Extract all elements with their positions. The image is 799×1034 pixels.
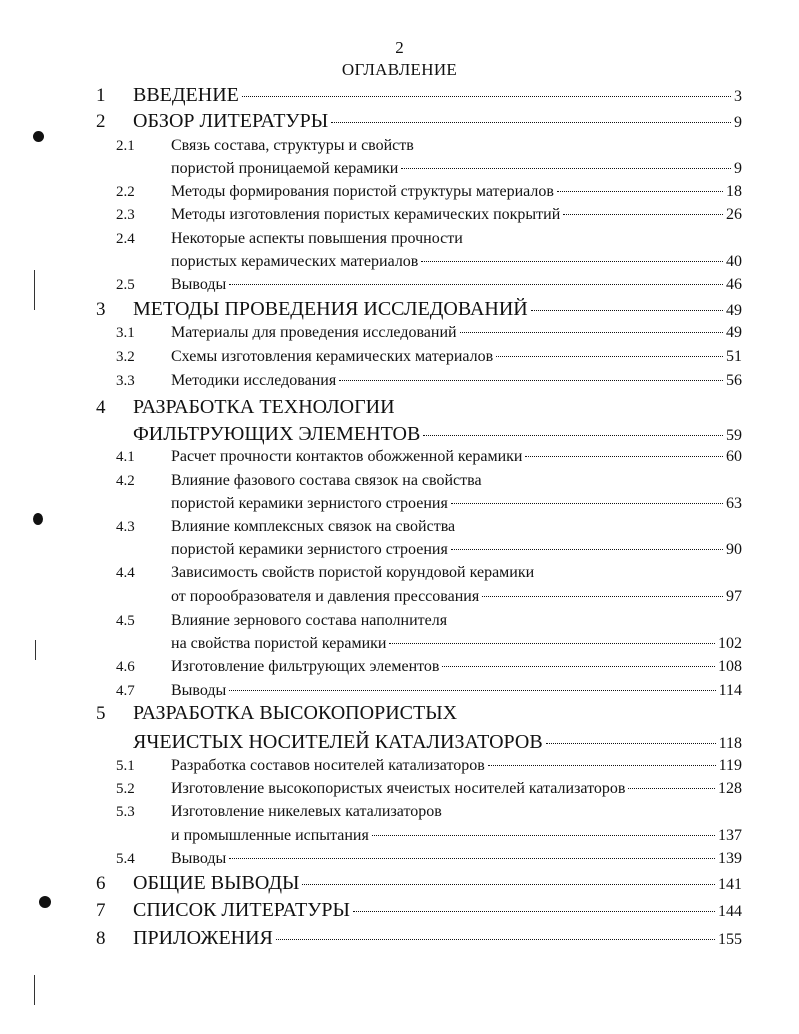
toc-entry: [171, 780, 742, 798]
toc-page-number: 46: [726, 276, 742, 293]
toc-entry-title: пористой керамики зернистого строения: [171, 495, 448, 512]
toc-entry-title: Изготовление фильтрующих элементов: [171, 658, 440, 675]
toc-entry-title: МЕТОДЫ ПРОВЕДЕНИЯ ИССЛЕДОВАНИЙ: [133, 298, 528, 320]
toc-entry: [133, 927, 742, 950]
scan-blot: [39, 896, 51, 908]
dot-leader: [229, 690, 715, 691]
toc-page-number: 9: [734, 114, 742, 131]
dot-leader: [302, 884, 715, 885]
toc-entry: [171, 827, 742, 845]
dot-leader: [451, 549, 723, 550]
toc-entry: [171, 588, 742, 606]
toc-entry-title: СПИСОК ЛИТЕРАТУРЫ: [133, 899, 350, 921]
toc-entry-number: 5.1: [116, 758, 135, 774]
toc-entry-title: Разработка составов носителей катализаторов: [171, 757, 485, 774]
toc-entry-title: и промышленные испытания: [171, 827, 369, 844]
toc-entry-title: ПРИЛОЖЕНИЯ: [133, 927, 273, 949]
toc-page-number: 141: [718, 876, 742, 893]
toc-page-number: 144: [718, 903, 742, 920]
dot-leader: [451, 503, 723, 504]
toc-entry-title: Некоторые аспекты повышения прочности: [171, 230, 463, 247]
toc-entry-title: РАЗРАБОТКА ТЕХНОЛОГИИ: [133, 396, 395, 418]
toc-entry-title: Выводы: [171, 682, 227, 699]
toc-entry: [133, 423, 742, 446]
toc-entry-title: Выводы: [171, 276, 227, 293]
toc-page-number: 128: [718, 780, 742, 797]
toc-entry: [133, 731, 742, 754]
toc-page-number: 139: [718, 850, 742, 867]
toc-page-number: 90: [726, 541, 742, 558]
toc-entry-title: Методики исследования: [171, 372, 337, 389]
scan-mark: [35, 640, 36, 660]
toc-page-number: 18: [726, 183, 742, 200]
toc-entry-title: Методы изготовления пористых керамических покрытий: [171, 206, 561, 223]
toc-entry-number: 2: [96, 111, 106, 132]
dot-leader: [525, 456, 723, 457]
toc-entry-number: 2.5: [116, 277, 135, 293]
toc-entry: [171, 253, 742, 271]
dot-leader: [229, 284, 723, 285]
toc-entry-number: 4.7: [116, 683, 135, 699]
toc-entry: [171, 448, 742, 466]
toc-entry: [171, 183, 742, 201]
scan-blot: [33, 513, 43, 525]
toc-entry-number: 5.3: [116, 804, 135, 820]
toc-page-number: 51: [726, 348, 742, 365]
toc-entry-title: Расчет прочности контактов обожженной керамики: [171, 448, 523, 465]
toc-entry-number: 4: [96, 397, 106, 418]
toc-page-number: 56: [726, 372, 742, 389]
toc-entry-title: ФИЛЬТРУЮЩИХ ЭЛЕМЕНТОВ: [133, 423, 421, 445]
toc-entry-number: 4.5: [116, 613, 135, 629]
toc-entry-title: Методы формирования пористой структуры материалов: [171, 183, 554, 200]
toc-entry-title: Схемы изготовления керамических материалов: [171, 348, 494, 365]
toc-entry-number: 3: [96, 299, 106, 320]
toc-entry: [171, 324, 742, 342]
dot-leader: [401, 168, 731, 169]
toc-entry-number: 1: [96, 85, 106, 106]
toc-entry: [171, 658, 742, 676]
dot-leader: [460, 332, 723, 333]
toc-entry: [171, 757, 742, 775]
toc-page-number: 118: [718, 735, 742, 752]
toc-entry: [171, 348, 742, 366]
toc-entry: [171, 541, 742, 559]
toc-entry-number: 2.3: [116, 207, 135, 223]
toc-page-number: 155: [718, 931, 742, 948]
toc-entry-title: ОБЗОР ЛИТЕРАТУРЫ: [133, 110, 329, 132]
toc-entry-number: 8: [96, 928, 106, 949]
dot-leader: [496, 356, 723, 357]
toc-page-number: 49: [726, 302, 742, 319]
dot-leader: [229, 858, 715, 859]
dot-leader: [421, 261, 723, 262]
toc-entry-title: Зависимость свойств пористой корундовой керамики: [171, 564, 535, 581]
scan-blot: [33, 131, 44, 142]
toc-entry: [171, 160, 742, 178]
page-number: 2: [395, 38, 404, 57]
toc-entry-title: от порообразователя и давления прессования: [171, 588, 480, 605]
toc-entry: [133, 110, 742, 133]
toc-page-number: 40: [726, 253, 742, 270]
toc-entry-number: 4.2: [116, 473, 135, 489]
toc-page-number: 102: [718, 635, 742, 652]
dot-leader: [531, 310, 723, 311]
toc-entry: [171, 495, 742, 513]
toc-entry-title: Изготовление никелевых катализаторов: [171, 803, 442, 820]
toc-entry: [171, 206, 742, 224]
dot-leader: [276, 939, 715, 940]
toc-page-number: 114: [718, 682, 742, 699]
toc-entry: [171, 372, 742, 390]
toc-page-number: 119: [718, 757, 742, 774]
dot-leader: [557, 191, 723, 192]
toc-page-number: 60: [726, 448, 742, 465]
toc-entry-number: 2.1: [116, 138, 135, 154]
toc-entry-number: 4.1: [116, 449, 135, 465]
dot-leader: [353, 911, 715, 912]
toc-entry-number: 4.4: [116, 565, 135, 581]
page-title: ОГЛАВЛЕНИЕ: [341, 60, 458, 79]
toc-entry-number: 2.2: [116, 184, 135, 200]
toc-entry: [171, 635, 742, 653]
toc-entry: [171, 682, 742, 700]
toc-entry: [133, 899, 742, 922]
dot-leader: [372, 835, 715, 836]
toc-entry-title: ВВЕДЕНИЕ: [133, 84, 239, 106]
toc-entry: [171, 850, 742, 868]
toc-entry-number: 2.4: [116, 231, 135, 247]
dot-leader: [563, 214, 723, 215]
toc-entry: [133, 84, 742, 107]
dot-leader: [242, 96, 731, 97]
scan-mark: [34, 270, 35, 310]
dot-leader: [628, 788, 715, 789]
toc-entry: [133, 298, 742, 321]
toc-entry-title: ОБЩИЕ ВЫВОДЫ: [133, 872, 300, 894]
dot-leader: [482, 596, 723, 597]
toc-entry-title: РАЗРАБОТКА ВЫСОКОПОРИСТЫХ: [133, 702, 458, 724]
toc-entry-title: Выводы: [171, 850, 227, 867]
toc-page-number: 3: [734, 88, 742, 105]
toc-page-number: 137: [718, 827, 742, 844]
toc-entry-number: 4.6: [116, 659, 135, 675]
toc-page-number: 49: [726, 324, 742, 341]
dot-leader: [423, 435, 723, 436]
toc-entry-title: Влияние комплексных связок на свойства: [171, 518, 456, 535]
toc-entry-number: 4.3: [116, 519, 135, 535]
toc-entry-title: пористой керамики зернистого строения: [171, 541, 448, 558]
toc-page-number: 108: [718, 658, 742, 675]
toc-page-number: 97: [726, 588, 742, 605]
dot-leader: [442, 666, 715, 667]
toc-entry-number: 5.4: [116, 851, 135, 867]
toc-entry-title: Влияние зернового состава наполнителя: [171, 612, 448, 629]
toc-entry-title: Связь состава, структуры и свойств: [171, 137, 414, 154]
dot-leader: [331, 122, 731, 123]
toc-entry-number: 5.2: [116, 781, 135, 797]
dot-leader: [389, 643, 715, 644]
toc-entry-title: Влияние фазового состава связок на свойства: [171, 472, 482, 489]
toc-page-number: 9: [734, 160, 742, 177]
toc-entry-title: пористых керамических материалов: [171, 253, 419, 270]
toc-entry: [133, 872, 742, 895]
toc-page-number: 63: [726, 495, 742, 512]
toc-entry-number: 3.3: [116, 373, 135, 389]
toc-entry-number: 3.2: [116, 349, 135, 365]
toc-entry-number: 3.1: [116, 325, 135, 341]
toc-entry-number: 7: [96, 900, 106, 921]
toc-entry-number: 5: [96, 703, 106, 724]
toc-entry: [171, 276, 742, 294]
dot-leader: [546, 743, 716, 744]
toc-entry-title: Изготовление высокопористых ячеистых носителей катализаторов: [171, 780, 626, 797]
toc-entry-title: Материалы для проведения исследований: [171, 324, 457, 341]
toc-entry-title: пористой проницаемой керамики: [171, 160, 399, 177]
dot-leader: [339, 380, 723, 381]
toc-page-number: 59: [726, 427, 742, 444]
toc-entry-title: ЯЧЕИСТЫХ НОСИТЕЛЕЙ КАТАЛИЗАТОРОВ: [133, 731, 543, 753]
dot-leader: [488, 765, 716, 766]
scan-mark: [34, 975, 35, 1005]
toc-entry-number: 6: [96, 873, 106, 894]
toc-page-number: 26: [726, 206, 742, 223]
toc-entry-title: на свойства пористой керамики: [171, 635, 387, 652]
